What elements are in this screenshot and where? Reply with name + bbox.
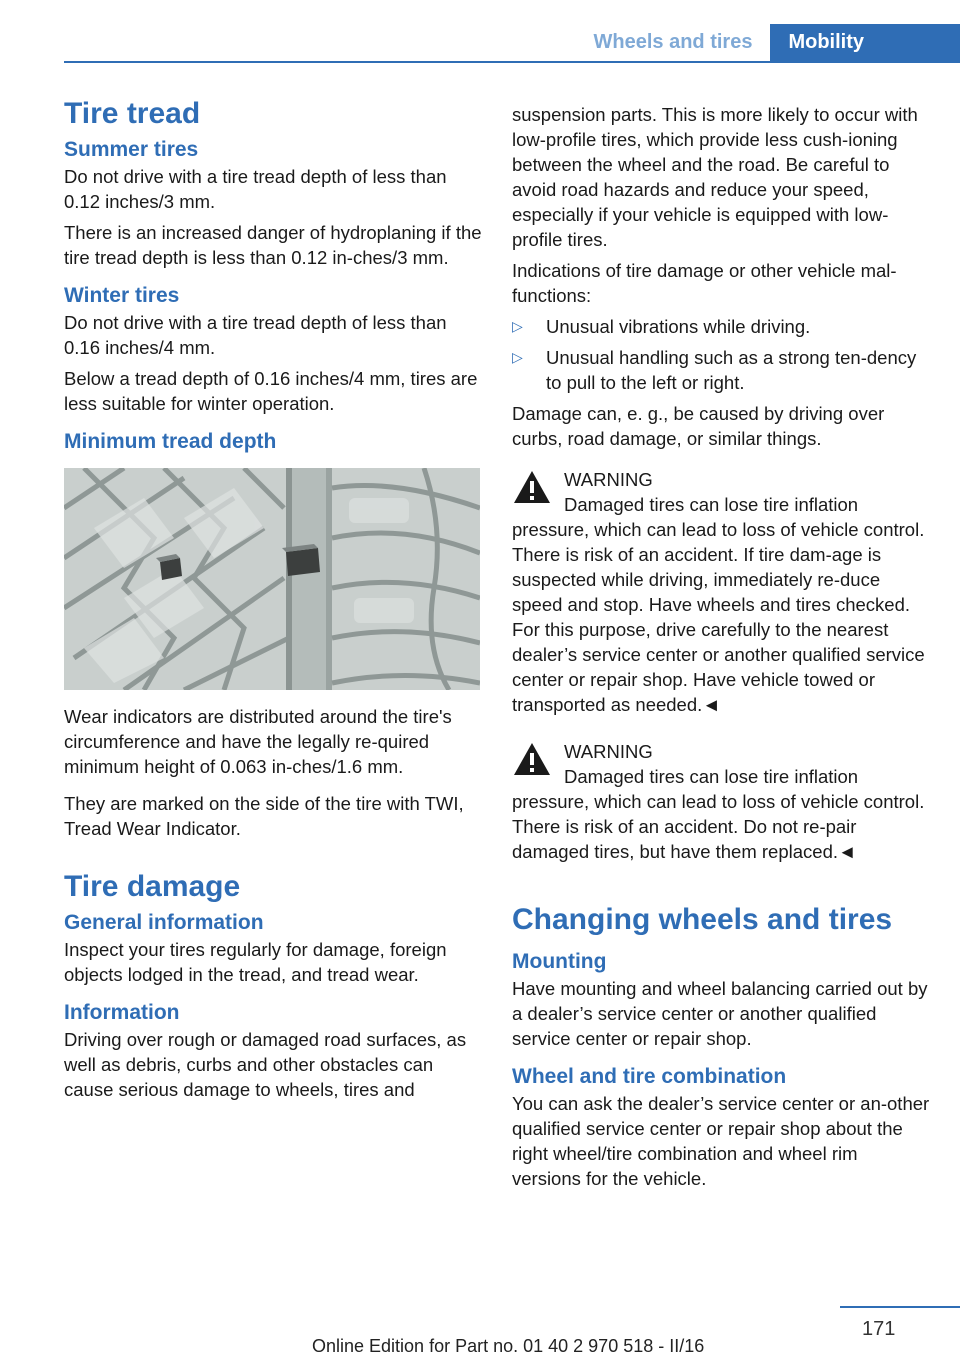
list-item bbox=[512, 314, 930, 339]
mounting-paragraph: Have mounting and wheel balancing carried out by a dealer’s service center or another qualified service center or repair shop. bbox=[512, 978, 928, 1049]
summer-paragraph-2: There is an increased danger of hydroplaning if the tire tread depth is less than 0.12 in-ches/3 mm. bbox=[64, 222, 482, 268]
heading-minimum-tread-depth: Minimum tread depth bbox=[64, 430, 277, 453]
page-header bbox=[594, 24, 960, 62]
heading-summer-tires: Summer tires bbox=[64, 138, 199, 161]
winter-paragraph-1: Do not drive with a tire tread depth of less than 0.16 inches/4 mm. bbox=[64, 312, 447, 358]
min-paragraph-1: Wear indicators are distributed around the tire's circumference and have the legally re-quired minimum height of 0.063 in-ches/1.6 mm. bbox=[64, 706, 452, 777]
continued-paragraph: suspension parts. This is more likely to occur with low-profile tires, which provide less cush-ioning between the wheel and the road. Be careful to avoid road hazards and reduce your speed, especially if your vehicle is equipped with low-profile tires. bbox=[512, 104, 918, 250]
warning-triangle-icon bbox=[512, 741, 552, 777]
warning-triangle-icon bbox=[512, 469, 552, 505]
header-section-label: Wheels and tires bbox=[593, 31, 753, 53]
heading-tire-damage: Tire damage bbox=[64, 870, 241, 903]
heading-changing-wheels: Changing wheels and tires bbox=[512, 903, 893, 936]
heading-tire-tread: Tire tread bbox=[64, 97, 201, 130]
heading-information: Information bbox=[64, 1001, 180, 1024]
footer-rule bbox=[840, 1306, 960, 1308]
combination-paragraph: You can ask the dealer’s service center or an-other qualified service center or repair shop about the right wheel/tire combination and wheel rim versions for the vehicle. bbox=[512, 1093, 930, 1189]
list-item-text: Unusual vibrations while driving. bbox=[546, 316, 811, 337]
heading-general-information: General information bbox=[64, 911, 264, 934]
heading-wheel-tire-combination: Wheel and tire combination bbox=[512, 1065, 787, 1088]
list-item-text: Unusual handling such as a strong ten-dency to pull to the left or right. bbox=[546, 347, 917, 393]
heading-winter-tires: Winter tires bbox=[64, 284, 180, 307]
triangle-bullet-icon: ▷ bbox=[512, 349, 523, 365]
tire-tread-photo bbox=[64, 468, 480, 690]
warning-box-1 bbox=[512, 465, 930, 717]
triangle-bullet-icon: ▷ bbox=[512, 318, 523, 334]
right-column bbox=[512, 102, 930, 1197]
heading-mounting: Mounting bbox=[512, 950, 607, 973]
warning-title: WARNING bbox=[564, 469, 653, 490]
edition-note: Online Edition for Part no. 01 40 2 970 518 - II/16 bbox=[312, 1336, 705, 1356]
header-chapter-tab: Mobility bbox=[770, 24, 960, 62]
warning-text: Damaged tires can lose tire inflation pressure, which can lead to loss of vehicle control. There is risk of an accident. Do not re-pair damaged tires, but have them replaced.◄ bbox=[512, 766, 925, 862]
information-paragraph: Driving over rough or damaged road surfaces, as well as debris, curbs and other obstacles can cause serious damage to wheels, tires and bbox=[64, 1029, 467, 1100]
summer-paragraph-1: Do not drive with a tire tread depth of less than 0.12 inches/3 mm. bbox=[64, 166, 447, 212]
winter-paragraph-2: Below a tread depth of 0.16 inches/4 mm, tires are less suitable for winter operation. bbox=[64, 368, 478, 414]
page-number: 171 bbox=[862, 1318, 896, 1340]
list-item bbox=[512, 345, 930, 395]
min-paragraph-2: They are marked on the side of the tire with TWI, Tread Wear Indicator. bbox=[64, 793, 464, 839]
damage-indications-list bbox=[512, 314, 930, 395]
damage-cause-paragraph: Damage can, e. g., be caused by driving over curbs, road damage, or similar things. bbox=[512, 403, 885, 449]
left-column bbox=[64, 96, 482, 1108]
warning-box-2 bbox=[512, 737, 930, 864]
warning-text: Damaged tires can lose tire inflation pressure, which can lead to loss of vehicle control. There is risk of an accident. If tire dam-age is suspected while driving, immediately re-duce speed and stop. Have wheels and tires checked. For this purpose, drive carefully to the nearest dealer’s service center or another qualified service center or repair shop. Have vehicle towed or transported as needed.◄ bbox=[512, 494, 925, 715]
warning-title: WARNING bbox=[564, 741, 653, 762]
header-rule bbox=[64, 61, 960, 63]
indications-paragraph: Indications of tire damage or other vehicle mal-functions: bbox=[512, 260, 897, 306]
general-paragraph: Inspect your tires regularly for damage, foreign objects lodged in the tread, and tread wear. bbox=[64, 939, 447, 985]
